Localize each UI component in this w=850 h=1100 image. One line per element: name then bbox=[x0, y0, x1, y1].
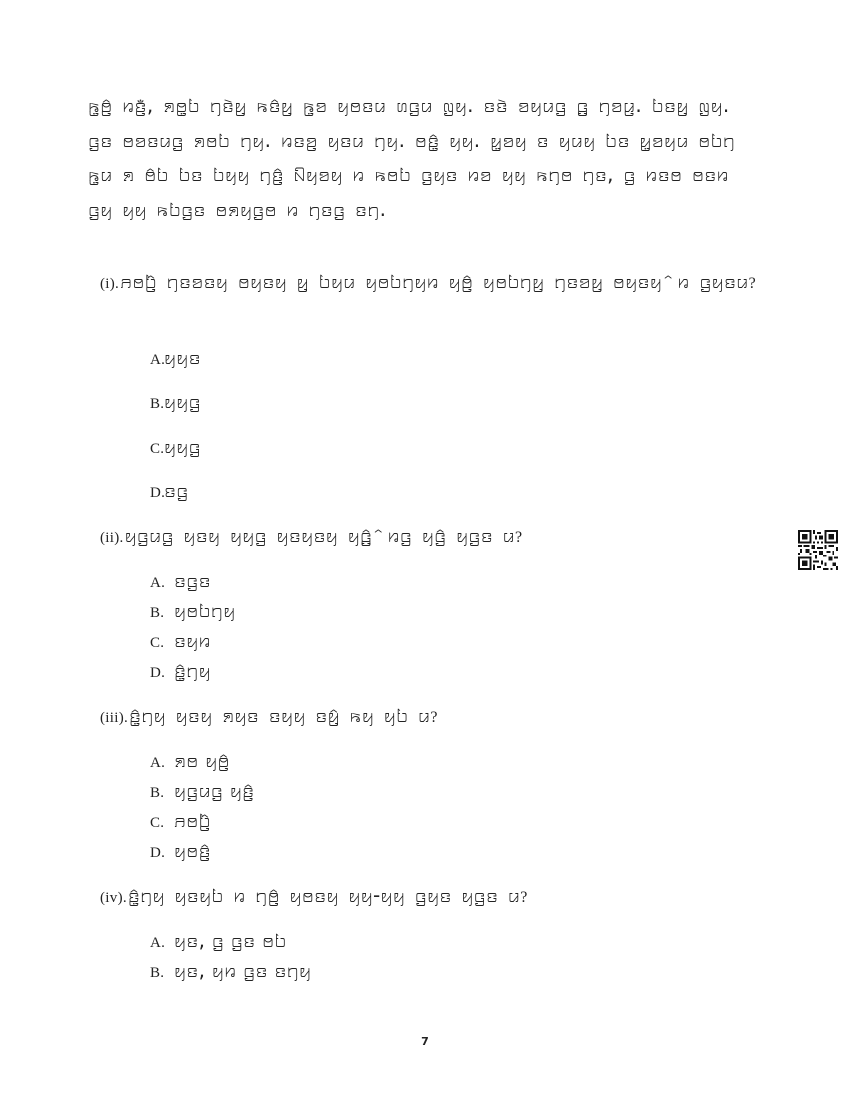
question-text: ꤟꤞꤣꤞ ꤟꤢꤟ ꤟꤟꤞ ꤟꤢꤟꤢꤟ ꤟꤞꤨ꤬ ꤨꤙꤞ ꤟꤞꤨ ꤟꤞꤢ ꤣ bbox=[124, 523, 515, 547]
option-a bbox=[150, 928, 287, 955]
question-number: (i). bbox=[100, 276, 120, 292]
option-text: ꤎꤥ ꤟꤥꤨ꤬ bbox=[174, 748, 230, 772]
page-number: 7 bbox=[421, 1035, 429, 1048]
option-label: B. bbox=[150, 785, 165, 801]
question-text: ꤢ꤭ꤨꤚꤟ ꤟꤢꤟꤝ ꤙ ꤚꤥꤨ꤬ ꤟꤥꤢꤟ ꤟꤟ-ꤟꤟ ꤞꤟꤢ ꤟꤞꤢ ꤣ bbox=[127, 883, 521, 907]
option-text: ꤟꤟꤞ bbox=[164, 389, 201, 413]
option-label: D. bbox=[150, 485, 166, 501]
question-1 bbox=[100, 264, 760, 301]
option-label: A. bbox=[150, 575, 166, 591]
option-d bbox=[150, 838, 211, 865]
option-text: ꤟꤢ, ꤞ ꤞꤢ ꤥꤝ bbox=[174, 928, 287, 952]
option-label: B. bbox=[150, 396, 165, 412]
option-text: ꤟꤞꤣꤞ ꤟꤢꤨ꤬ bbox=[174, 778, 255, 802]
qr-code-icon bbox=[798, 530, 838, 570]
option-c bbox=[150, 434, 201, 461]
option-b bbox=[150, 958, 311, 985]
question-number: (iii). bbox=[100, 710, 129, 726]
option-label: A. bbox=[150, 352, 166, 368]
option-label: A. bbox=[150, 935, 166, 951]
option-a bbox=[150, 748, 230, 775]
option-text: ꤟꤢ, ꤟꤙ ꤞꤢ ꤢꤚꤟ bbox=[174, 958, 312, 982]
option-b bbox=[150, 598, 236, 625]
option-text: ꤏꤥꤝꤨ꤬ bbox=[174, 808, 211, 832]
question-text: ꤏꤥꤝꤨ꤬ ꤚꤢꤤꤢꤟ ꤥꤟꤢꤟ ꤟ꤬ ꤝꤟꤣ ꤟꤥꤝꤚꤟꤙ ꤟꤥꤨ꤬ ꤟꤥꤝꤚꤟ꤬ ꤚꤢꤤꤟ꤬ ꤥꤟꤢꤟ ꤨꤙ ꤞꤟꤢꤣ bbox=[120, 269, 749, 293]
question-2 bbox=[100, 518, 760, 555]
question-mark: ? bbox=[520, 889, 528, 906]
option-text: ꤢꤞ bbox=[164, 478, 189, 502]
option-d bbox=[150, 478, 189, 505]
option-text: ꤟꤥꤢꤨ꤬ bbox=[174, 838, 211, 862]
question-mark: ? bbox=[748, 275, 756, 292]
question-mark: ? bbox=[514, 529, 523, 546]
question-number: (iv). bbox=[100, 890, 127, 906]
option-b bbox=[150, 389, 201, 416]
option-text: ꤢꤟꤙ bbox=[174, 628, 211, 652]
question-mark: ? bbox=[430, 709, 438, 726]
reading-passage: ꤒ꤭ꤥꤨ꤬ ꤙꤢꤪ꤬, ꤎꤥ꤭ꤝ ꤚꤢꤧꤟ꤬ ꤒꤢꤨꤟ꤬ ꤒ꤭ꤤ ꤟꤥꤢꤣ ꤛꤞꤣ ꤜꤟ. ꤢꤢꤧ ꤤꤟꤣꤞ ꤞ꤬ ꤚꤤꤣ꤬. ꤝꤢꤟ꤬ ꤜꤟ. ꤞꤢ ꤥꤤꤢꤣꤞ ꤎꤥꤝ ꤚꤟ. ꤙꤢꤤ꤬ ꤟꤢꤣ ꤚꤟ. ꤥꤢꤨ꤭ ꤟꤟ. ꤟ꤭ꤤꤟ ꤢ ꤟꤣꤟ ꤝꤢ ꤟ꤭ꤤꤟꤣ ꤥꤝꤚ ꤒ꤭ꤣ ꤎ ꤥꤨꤝ ꤝꤢ ꤝꤟꤟ ꤚꤢꤨ꤬ ꤡꤟꤤꤟ ꤙ ꤒꤥꤝ ꤞꤟꤢ ꤙꤤ ꤟꤟ ꤒꤚꤥ ꤚꤢ, ꤞ ꤙꤢꤥ ꤥꤢꤙ ꤞꤟ ꤟꤟ ꤒꤝꤞꤢ ꤥꤎꤟꤞꤥ ꤙ ꤚꤢꤞ ꤢꤚ. bbox=[88, 93, 736, 221]
option-text: ꤟꤥꤝꤚꤟ bbox=[174, 598, 236, 622]
option-label: D. bbox=[150, 665, 166, 681]
option-a bbox=[150, 345, 201, 372]
option-label: B. bbox=[150, 605, 165, 621]
option-text: ꤢ꤭ꤨꤚꤟ bbox=[174, 658, 211, 682]
option-label: A. bbox=[150, 755, 166, 771]
option-label: D. bbox=[150, 845, 166, 861]
option-c bbox=[150, 808, 211, 835]
option-label: C. bbox=[150, 815, 165, 831]
option-label: C. bbox=[150, 635, 165, 651]
option-d bbox=[150, 658, 211, 685]
option-text: ꤢꤞꤢ bbox=[174, 568, 211, 592]
option-text: ꤟꤟꤢ bbox=[164, 345, 201, 369]
question-number: (ii). bbox=[100, 530, 124, 546]
option-a bbox=[150, 568, 211, 595]
option-label: B. bbox=[150, 965, 165, 981]
option-c bbox=[150, 628, 211, 655]
question-4 bbox=[100, 878, 760, 915]
option-label: C. bbox=[150, 441, 165, 457]
question-text: ꤢ꤭ꤨꤚꤟ ꤟꤢꤟ ꤎꤟꤢ ꤢꤟꤟ ꤢꤟꤨ꤬ ꤒꤟ ꤟꤝ ꤣ bbox=[129, 703, 431, 727]
option-text: ꤟꤟꤞ bbox=[164, 434, 201, 458]
option-b bbox=[150, 778, 254, 805]
question-3 bbox=[100, 698, 760, 735]
